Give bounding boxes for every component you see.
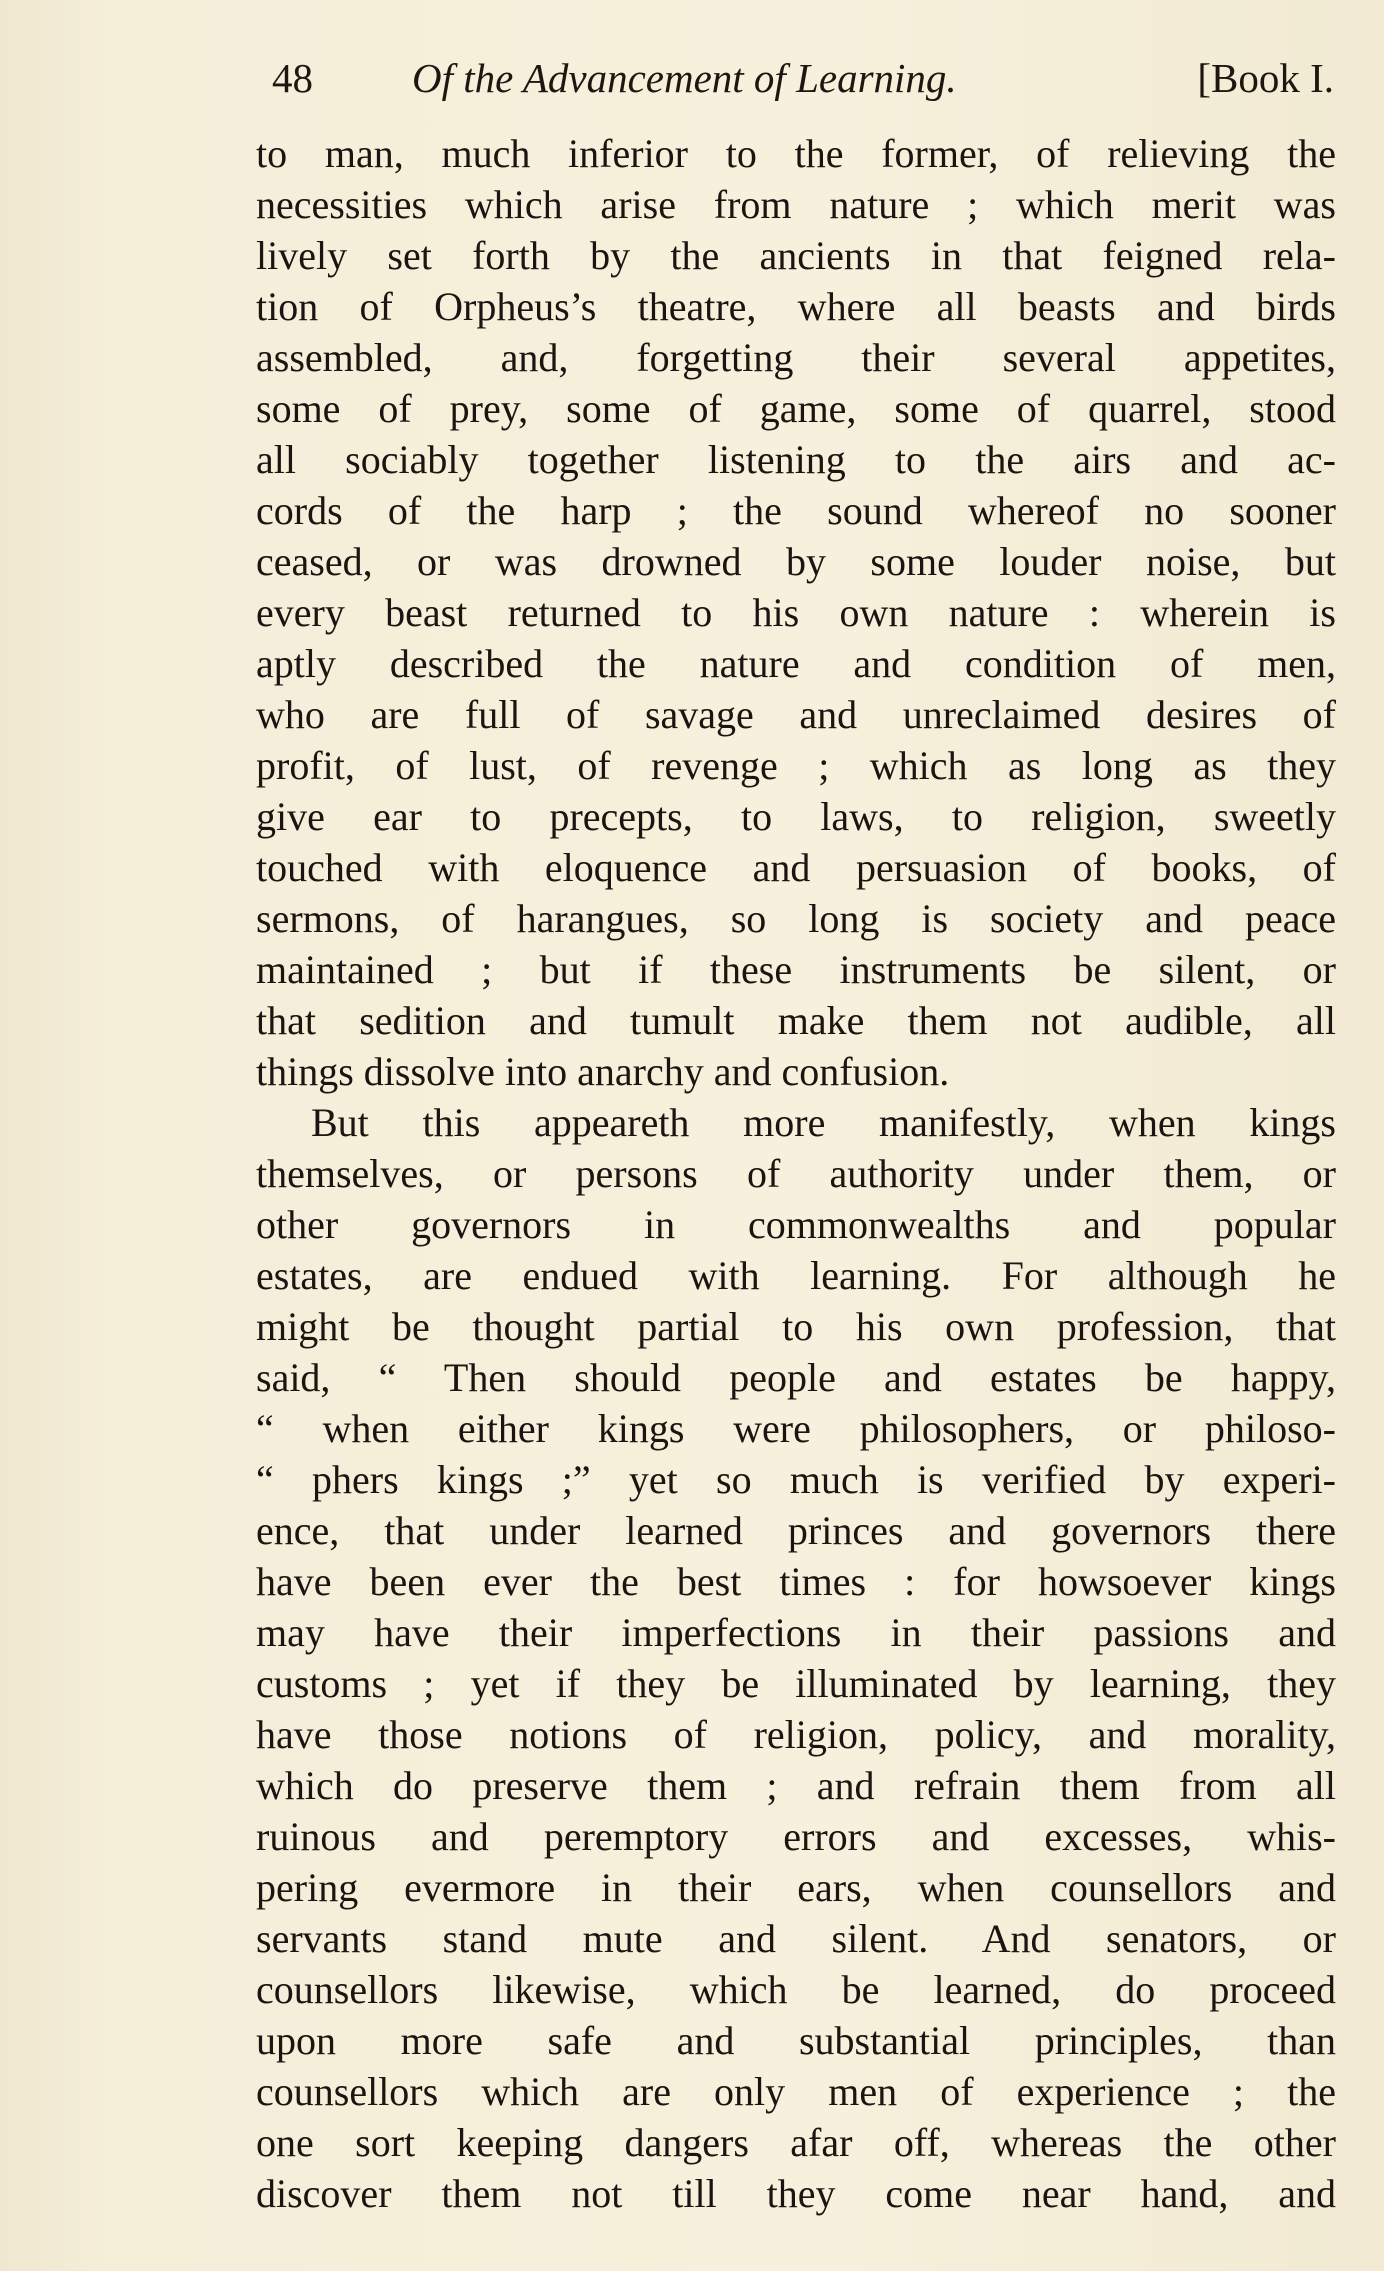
text-line: ceased, or was drowned by some louder noise, but [256, 539, 1336, 584]
text-line: may have their imperfections in their passions and [256, 1610, 1336, 1655]
text-line: that sedition and tumult make them not audible, all [256, 998, 1336, 1043]
text-line: every beast returned to his own nature : wherein is [256, 590, 1336, 635]
text-line: profit, of lust, of revenge ; which as long as they [256, 743, 1336, 788]
paragraph-end-line: things dissolve into anarchy and confusion. [256, 1049, 950, 1094]
running-head [272, 48, 1334, 108]
text-line: one sort keeping dangers afar off, whereas the other [256, 2120, 1336, 2165]
text-line: pering evermore in their ears, when counsellors and [256, 1865, 1336, 1910]
paragraph-start-line: But this appeareth more manifestly, when kings [311, 1100, 1336, 1145]
text-line: give ear to precepts, to laws, to religion, sweetly [256, 794, 1336, 839]
text-line: themselves, or persons of authority under them, or [256, 1151, 1336, 1196]
text-line: to man, much inferior to the former, of relieving the [256, 131, 1336, 176]
text-line: estates, are endued with learning. For although he [256, 1253, 1336, 1298]
text-line: said, “ Then should people and estates be happy, [256, 1355, 1336, 1400]
text-line: “ when either kings were philosophers, or philoso- [256, 1406, 1336, 1451]
text-line: counsellors likewise, which be learned, do proceed [256, 1967, 1336, 2012]
text-line: might be thought partial to his own profession, that [256, 1304, 1336, 1349]
text-line: necessities which arise from nature ; which merit was [256, 182, 1336, 227]
text-line: ruinous and peremptory errors and excesses, whis- [256, 1814, 1336, 1859]
text-line: assembled, and, forgetting their several appetites, [256, 335, 1336, 380]
text-line: tion of Orpheus’s theatre, where all beasts and birds [256, 284, 1336, 329]
text-line: other governors in commonwealths and popular [256, 1202, 1336, 1247]
text-line: “ phers kings ;” yet so much is verified by experi- [256, 1457, 1336, 1502]
text-line: who are full of savage and unreclaimed desires of [256, 692, 1336, 737]
book-reference: [Book I. [1197, 55, 1334, 101]
running-title: Of the Advancement of Learning. [412, 55, 957, 101]
text-line: some of prey, some of game, some of quarrel, stood [256, 386, 1336, 431]
text-line: cords of the harp ; the sound whereof no sooner [256, 488, 1336, 533]
text-line: maintained ; but if these instruments be silent, or [256, 947, 1336, 992]
text-line: ence, that under learned princes and governors there [256, 1508, 1336, 1553]
text-line: upon more safe and substantial principles, than [256, 2018, 1336, 2063]
text-line: have been ever the best times : for howsoever kings [256, 1559, 1336, 1604]
text-line: counsellors which are only men of experience ; the [256, 2069, 1336, 2114]
page-number: 48 [272, 55, 313, 101]
text-line: sermons, of harangues, so long is society and peace [256, 896, 1336, 941]
text-line: discover them not till they come near hand, and [256, 2171, 1336, 2216]
text-line: aptly described the nature and condition of men, [256, 641, 1336, 686]
text-line: which do preserve them ; and refrain them from all [256, 1763, 1336, 1808]
text-line: customs ; yet if they be illuminated by learning, they [256, 1661, 1336, 1706]
text-line: servants stand mute and silent. And senators, or [256, 1916, 1336, 1961]
text-line: lively set forth by the ancients in that feigned rela- [256, 233, 1336, 278]
text-line: all sociably together listening to the airs and ac- [256, 437, 1336, 482]
text-line: have those notions of religion, policy, and morality, [256, 1712, 1336, 1757]
body-text [256, 128, 1336, 2219]
text-line: touched with eloquence and persuasion of books, of [256, 845, 1336, 890]
